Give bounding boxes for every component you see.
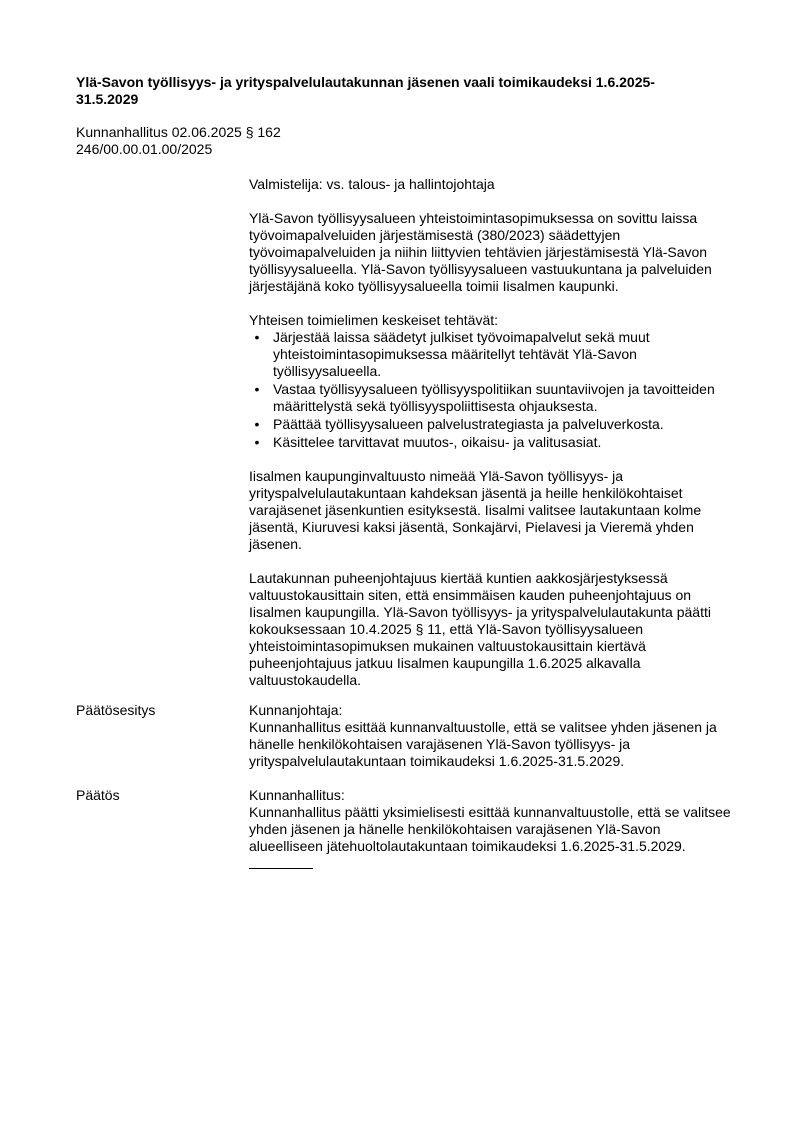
bullet-icon: • [254, 381, 260, 397]
decision-content [249, 787, 737, 855]
list-item: • Vastaa työllisyysalueen työllisyyspolitiikan suuntaviivojen ja tavoitteiden määrittelystä sekä työllisyyspoliittisesta ohjauksesta. [249, 381, 737, 415]
paragraph-members: Iisalmen kaupunginvaltuusto nimeää Ylä-Savon työllisyys- ja yrityspalvelulautakuntaan kahdeksan jäsentä ja heille henkilökohtaiset varajäsenet jäsenkuntien esityksestä. Iisalmi valitsee lautakuntaan kolme jäsentä, Kiuruvesi kaksi jäsentä, Sonkajärvi, Pielavesi ja Vieremä yhden jäsenen. [249, 468, 702, 552]
tasks-list [249, 329, 737, 451]
tasks-heading: Yhteisen toimielimen keskeiset tehtävät: [249, 312, 499, 328]
meeting-reference: Kunnanhallitus 02.06.2025 § 162 [76, 124, 281, 140]
list-item: • Päättää työllisyysalueen palvelustrategiasta ja palveluverkosta. [249, 416, 737, 433]
decision-speaker: Kunnanhallitus: [249, 787, 345, 803]
bullet-icon: • [254, 416, 260, 432]
record-id: 246/00.00.01.00/2025 [76, 141, 213, 157]
proposal-text: Kunnanhallitus esittää kunnanvaltuustolle, että se valitsee yhden jäsenen ja hänelle henkilökohtaisen varajäsenen Ylä-Savon työllisyys- ja yrityspalvelulautakuntaan toimikaudeksi 1.6.2025-31.5.2029. [249, 719, 717, 769]
preparation-body [249, 176, 737, 706]
paragraph-background: Ylä-Savon työllisyysalueen yhteistoimintasopimuksessa on sovittu laissa työvoimapalveluiden järjestämisestä (380/2023) säädettyjen työvoimapalveluiden ja niihin liittyvien tehtävien järjestämisestä Ylä-Savon työllisyysalueella. Ylä-Savon työllisyysalueen vastuukuntana ja palveluiden järjestäjänä koko työllisyysalueella toimii Iisalmen kaupunki. [249, 210, 712, 294]
bullet-icon: • [254, 329, 260, 345]
list-item: • Järjestää laissa säädetyt julkiset työvoimapalvelut sekä muut yhteistoimintasopimuksessa määritellyt tehtävät Ylä-Savon työllisyysalueella. [249, 329, 737, 380]
meeting-meta [76, 124, 281, 158]
paragraph-chairmanship: Lautakunnan puheenjohtajuus kiertää kuntien aakkosjärjestyksessä valtuustokausittain siten, että ensimmäisen kauden puheenjohtajuus on Iisalmen kaupungilla. Ylä-Savon työllisyys- ja yrityspalvelulautakunta päätti kokouksessaan 10.4.2025 § 11, että Ylä-Savon työllisyysalueen yhteistoimintasopimuksen mukainen valtuustokausittain kiertävä puheenjohtajuus jatkuu Iisalmen kaupungilla 1.6.2025 alkavalla valtuustokaudella. [249, 570, 711, 688]
proposal-label: Päätösesitys [76, 702, 156, 718]
end-rule [249, 868, 313, 869]
document-title: Ylä-Savon työllisyys- ja yrityspalvelulautakunnan jäsenen vaali toimikaudeksi 1.6.2025-31.5.2029 [76, 74, 655, 107]
decision-label: Päätös [76, 787, 120, 803]
proposal-content [249, 702, 737, 770]
decision-text: Kunnanhallitus päätti yksimielisesti esittää kunnanvaltuustolle, että se valitsee yhden jäsenen ja hänelle henkilökohtaisen varajäsenen Ylä-Savon alueelliseen jätehuoltolautakuntaan toimikaudeksi 1.6.2025-31.5.2029. [249, 804, 731, 854]
list-item: • Käsittelee tarvittavat muutos-, oikaisu- ja valitusasiat. [249, 434, 737, 451]
bullet-icon: • [254, 434, 260, 450]
preparer-line: Valmistelija: vs. talous- ja hallintojohtaja [249, 176, 495, 192]
proposal-speaker: Kunnanjohtaja: [249, 702, 343, 718]
